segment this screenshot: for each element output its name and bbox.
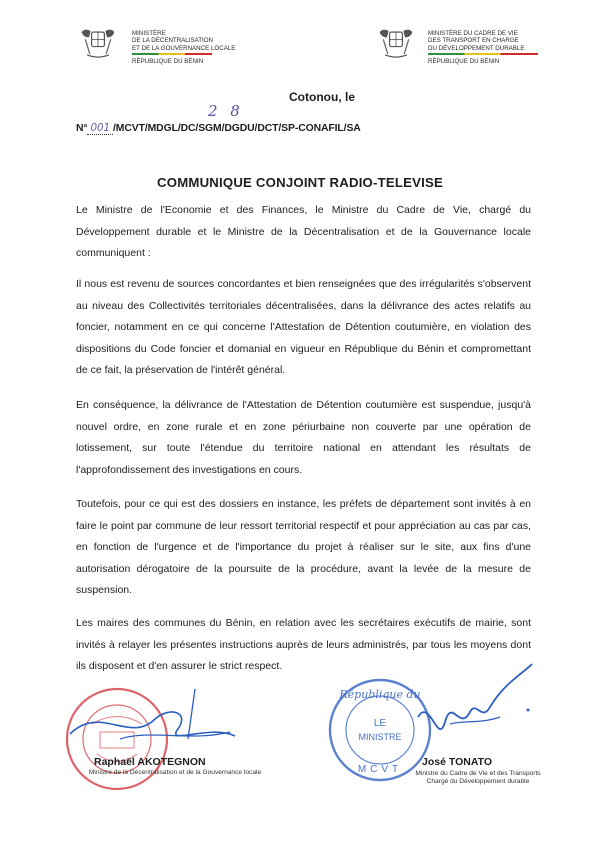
reference-handwritten-mark: 2 8 — [208, 102, 244, 120]
reference-handwritten-number: 001 — [87, 122, 113, 135]
left-flag-stripe — [132, 53, 212, 55]
right-signatory-title-line: Ministre du Cadre de Vie et des Transports — [415, 770, 541, 777]
svg-text:MINISTRE: MINISTRE — [358, 732, 402, 742]
right-handwritten-signature-icon — [410, 662, 540, 762]
left-signatory-name: Raphaël AKOTEGNON — [94, 756, 206, 768]
right-ministry-line: MINISTÈRE DU CADRE DE VIE — [428, 30, 518, 37]
left-ministry-header — [132, 30, 235, 66]
reference-prefix: N° — [76, 123, 88, 134]
left-ministry-line: DE LA DÉCENTRALISATION — [132, 37, 214, 45]
paragraph-mayors: Les maires des communes du Bénin, en relation avec les secrétaires exécutifs de mairie, sont invités à relayer les présentes instructions auprès de leurs administrés, par tous les moyens dont ils disposent et d'en assurer le strict respect. — [76, 617, 531, 672]
svg-text:MCVT: MCVT — [357, 764, 403, 775]
right-signatory-name: José TONATO — [422, 756, 493, 768]
left-ministry-line: MINISTÈRE — [132, 30, 166, 37]
reference-code-b: M/DGDU/DCT/SP-CONAFIL/SA — [213, 123, 361, 134]
benin-coat-of-arms-right-icon — [376, 26, 416, 60]
left-ministry-line: ET DE LA GOUVERNANCE LOCALE — [132, 44, 236, 52]
paragraph-suspension: En conséquence, la délivrance de l'Attestation de Détention coutumière est suspendue, jusqu'à nouvel ordre, en zone rurale et en zone périurbaine non couverte par une opération de lotissement, sur toute l'étendue du territoire national en attendant les résultats de l'approfondissement des investigations en cours. — [76, 399, 531, 476]
paragraph-pending-cases: Toutefois, pour ce qui est des dossiers en instance, les préfets de département sont invités à en faire le point par commune de leur ressort territorial respectif et pour appréciation au cas par cas, en fonction de l'urgence et de l'importance du projet à réaliser sur le site, aux fins d'une autorisation dérogatoire de la poursuite de la procédure, avant la levée de la mesure de suspension. — [76, 498, 531, 596]
svg-text:République du: République du — [339, 688, 421, 701]
communique-title: COMMUNIQUE CONJOINT RADIO-TELEVISE — [157, 175, 443, 190]
right-flag-stripe — [428, 53, 538, 55]
right-ministry-line: DU DÉVELOPPEMENT DURABLE — [428, 44, 525, 52]
paragraph-intro: Le Ministre de l'Economie et des Finances, le Ministre du Cadre de Vie, chargé du Développement durable et le Ministre de la Décentralisation et de la Gouvernance locale communiquent : — [76, 204, 531, 259]
reference-number — [76, 122, 361, 134]
reference-code-a: /MCVT/MDGL/DC/SG — [113, 123, 214, 134]
benin-coat-of-arms-left-icon — [78, 26, 118, 60]
right-signatory-title-line: Chargé du Développement durable — [426, 778, 530, 785]
paragraph-irregularities: Il nous est revenu de sources concordantes et bien renseignées que des irrégularités s'observent au niveau des Collectivités territoriales décentralisées, dans la délivrance des actes relatifs au foncier, notamment en ce qui concerne l'Attestation de Détention coutumière, en violation des dispositions du Code foncier et domanial en vigueur en République du Bénin et compromettant de ce fait, la préservation de l'intérêt général. — [76, 278, 531, 376]
svg-text:LE: LE — [373, 718, 387, 729]
left-signatory-title: Ministre de la Décentralisation et de la Gouvernance locale — [88, 769, 262, 776]
right-ministry-header — [428, 30, 538, 66]
right-republic-label: RÉPUBLIQUE DU BÉNIN — [428, 58, 500, 66]
right-ministry-line: DES TRANSPORT EN CHARGE — [428, 37, 519, 45]
right-signatory-title — [398, 770, 558, 786]
place-date: Cotonou, le — [289, 90, 355, 104]
left-republic-label: RÉPUBLIQUE DU BÉNIN — [132, 58, 204, 66]
left-handwritten-signature-icon — [60, 684, 250, 764]
